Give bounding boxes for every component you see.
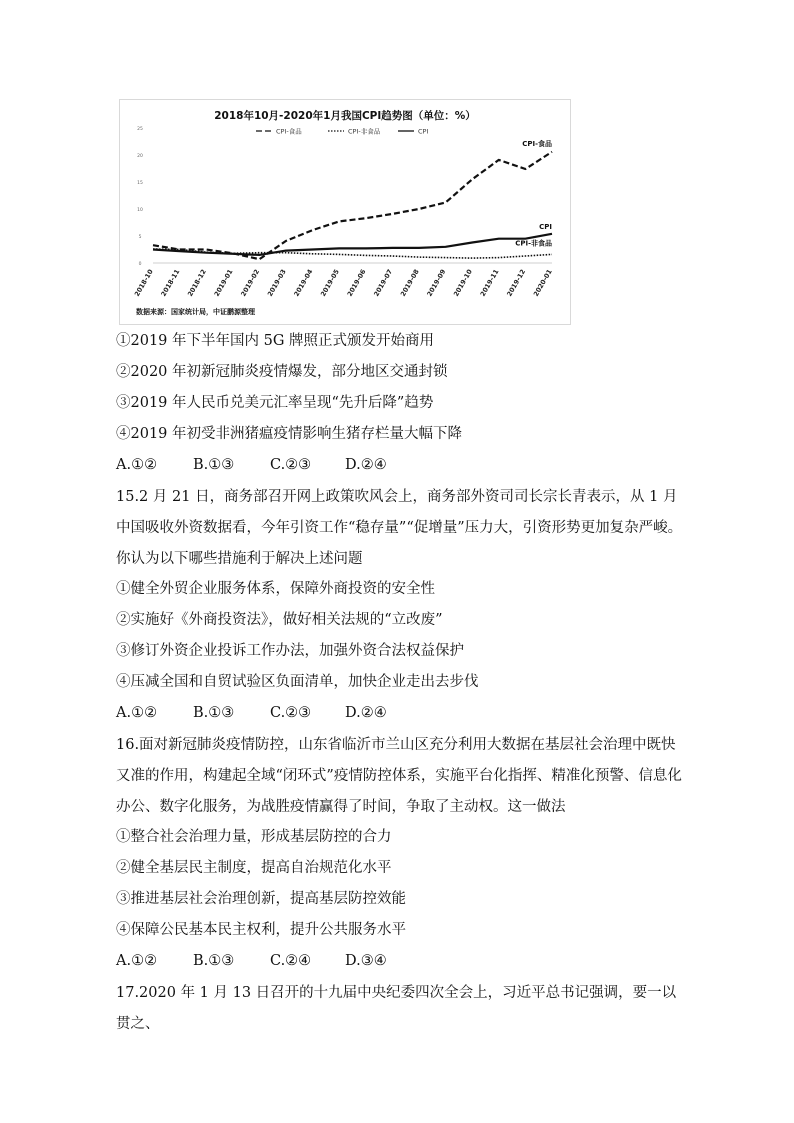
x-tick-label: 2019-10 xyxy=(452,268,474,298)
series-end-label: CPI-非食品 xyxy=(515,239,552,248)
q16-answer-d: D.③④ xyxy=(345,953,387,969)
x-tick-label: 2019-01 xyxy=(212,268,235,298)
legend-label: CPI-食品 xyxy=(276,127,302,136)
y-tick-label: 10 xyxy=(137,208,143,213)
q15-option-2: ②实施好《外商投资法》，做好相关法规的“立改废” xyxy=(116,612,443,628)
x-tick-label: 2020-01 xyxy=(531,268,554,298)
q16-option-3: ③推进基层社会治理创新，提高基层防控效能 xyxy=(116,891,406,907)
q14-option-3: ③2019 年人民币兑美元汇率呈现“先升后降”趋势 xyxy=(116,395,434,411)
q15-answer-c: C.②③ xyxy=(270,705,312,721)
q14-answer-row xyxy=(116,455,387,475)
y-tick-label: 20 xyxy=(137,154,143,159)
q15-answer-d: D.②④ xyxy=(345,705,387,721)
x-tick-label: 2019-06 xyxy=(345,268,368,298)
x-tick-label: 2018-12 xyxy=(186,268,208,298)
x-tick-label: 2019-04 xyxy=(292,268,315,298)
q15-stem: 15.2 月 21 日，商务部召开网上政策吹风会上，商务部外资司司长宗长青表示，从 1 月中国吸收外资数据看，今年引资工作“稳存量”“促增量”压力大，引资形势更加复杂严峻。你认为以下哪些措施利于解决上述问题 xyxy=(116,489,683,567)
q14-option-1: ①2019 年下半年国内 5G 牌照正式颁发开始商用 xyxy=(116,333,435,349)
q14-answer-a: A.①② xyxy=(116,457,158,473)
q16-option-2: ②健全基层民主制度，提高自治规范化水平 xyxy=(116,860,392,876)
q16-answer-c: C.②④ xyxy=(270,953,312,969)
legend-label: CPI xyxy=(418,127,429,136)
q16-answer-row xyxy=(116,951,387,971)
chart-source-note: 数据来源：国家统计局，中证鹏源整理 xyxy=(136,308,255,316)
x-tick-label: 2019-03 xyxy=(265,268,288,298)
x-tick-label: 2019-09 xyxy=(425,268,448,298)
chart-title: 2018年10月-2020年1月我国CPI趋势图（单位：%） xyxy=(214,110,476,122)
cpi-trend-chart xyxy=(119,99,571,325)
q14-answer-d: D.②④ xyxy=(345,457,387,473)
q14-option-2: ②2020 年初新冠肺炎疫情爆发，部分地区交通封锁 xyxy=(116,364,448,380)
q17-stem: 17.2020 年 1 月 13 日召开的十九届中央纪委四次全会上，习近平总书记强调，要一以贯之、 xyxy=(116,985,677,1032)
x-tick-label: 2019-02 xyxy=(239,268,262,298)
series-end-label: CPI-食品 xyxy=(522,139,552,148)
series-end-label: CPI xyxy=(539,222,552,231)
q16-option-1: ①整合社会治理力量，形成基层防控的合力 xyxy=(116,829,392,845)
series-line xyxy=(153,152,552,259)
x-tick-label: 2019-07 xyxy=(372,268,395,298)
legend-label: CPI-非食品 xyxy=(348,127,381,136)
q16-stem: 16.面对新冠肺炎疫情防控，山东省临沂市兰山区充分利用大数据在基层社会治理中既快又准的作用，构建起全域“闭环式”疫情防控体系，实施平台化指挥、精准化预警、信息化办公、数字化服务，为战胜疫情赢得了时间，争取了主动权。这一做法 xyxy=(116,737,682,815)
chart-svg xyxy=(120,100,570,324)
q15-option-4: ④压减全国和自贸试验区负面清单，加快企业走出去步伐 xyxy=(116,674,479,690)
y-tick-label: 25 xyxy=(137,127,143,132)
q15-answer-b: B.①③ xyxy=(193,705,235,721)
q15-answer-row xyxy=(116,703,387,723)
x-tick-label: 2019-11 xyxy=(478,268,501,298)
x-tick-label: 2018-10 xyxy=(132,268,155,298)
q14-answer-c: C.②③ xyxy=(270,457,312,473)
series-line xyxy=(153,234,552,255)
q14-option-4: ④2019 年初受非洲猪瘟疫情影响生猪存栏量大幅下降 xyxy=(116,426,463,442)
q15-answer-a: A.①② xyxy=(116,705,158,721)
q15-option-3: ③修订外资企业投诉工作办法，加强外资合法权益保护 xyxy=(116,643,464,659)
y-tick-label: 5 xyxy=(138,235,142,240)
q16-option-4: ④保障公民基本民主权利，提升公共服务水平 xyxy=(116,922,406,938)
x-tick-label: 2018-11 xyxy=(159,268,182,298)
x-tick-label: 2019-05 xyxy=(319,268,341,298)
q16-answer-b: B.①③ xyxy=(193,953,235,969)
q16-answer-a: A.①② xyxy=(116,953,158,969)
y-tick-label: 15 xyxy=(137,181,143,186)
q15-option-1: ①健全外贸企业服务体系，保障外商投资的安全性 xyxy=(116,581,435,597)
x-tick-label: 2019-08 xyxy=(398,268,421,298)
y-tick-label: 0 xyxy=(138,262,142,267)
x-tick-label: 2019-12 xyxy=(505,268,528,298)
q14-answer-b: B.①③ xyxy=(193,457,235,473)
